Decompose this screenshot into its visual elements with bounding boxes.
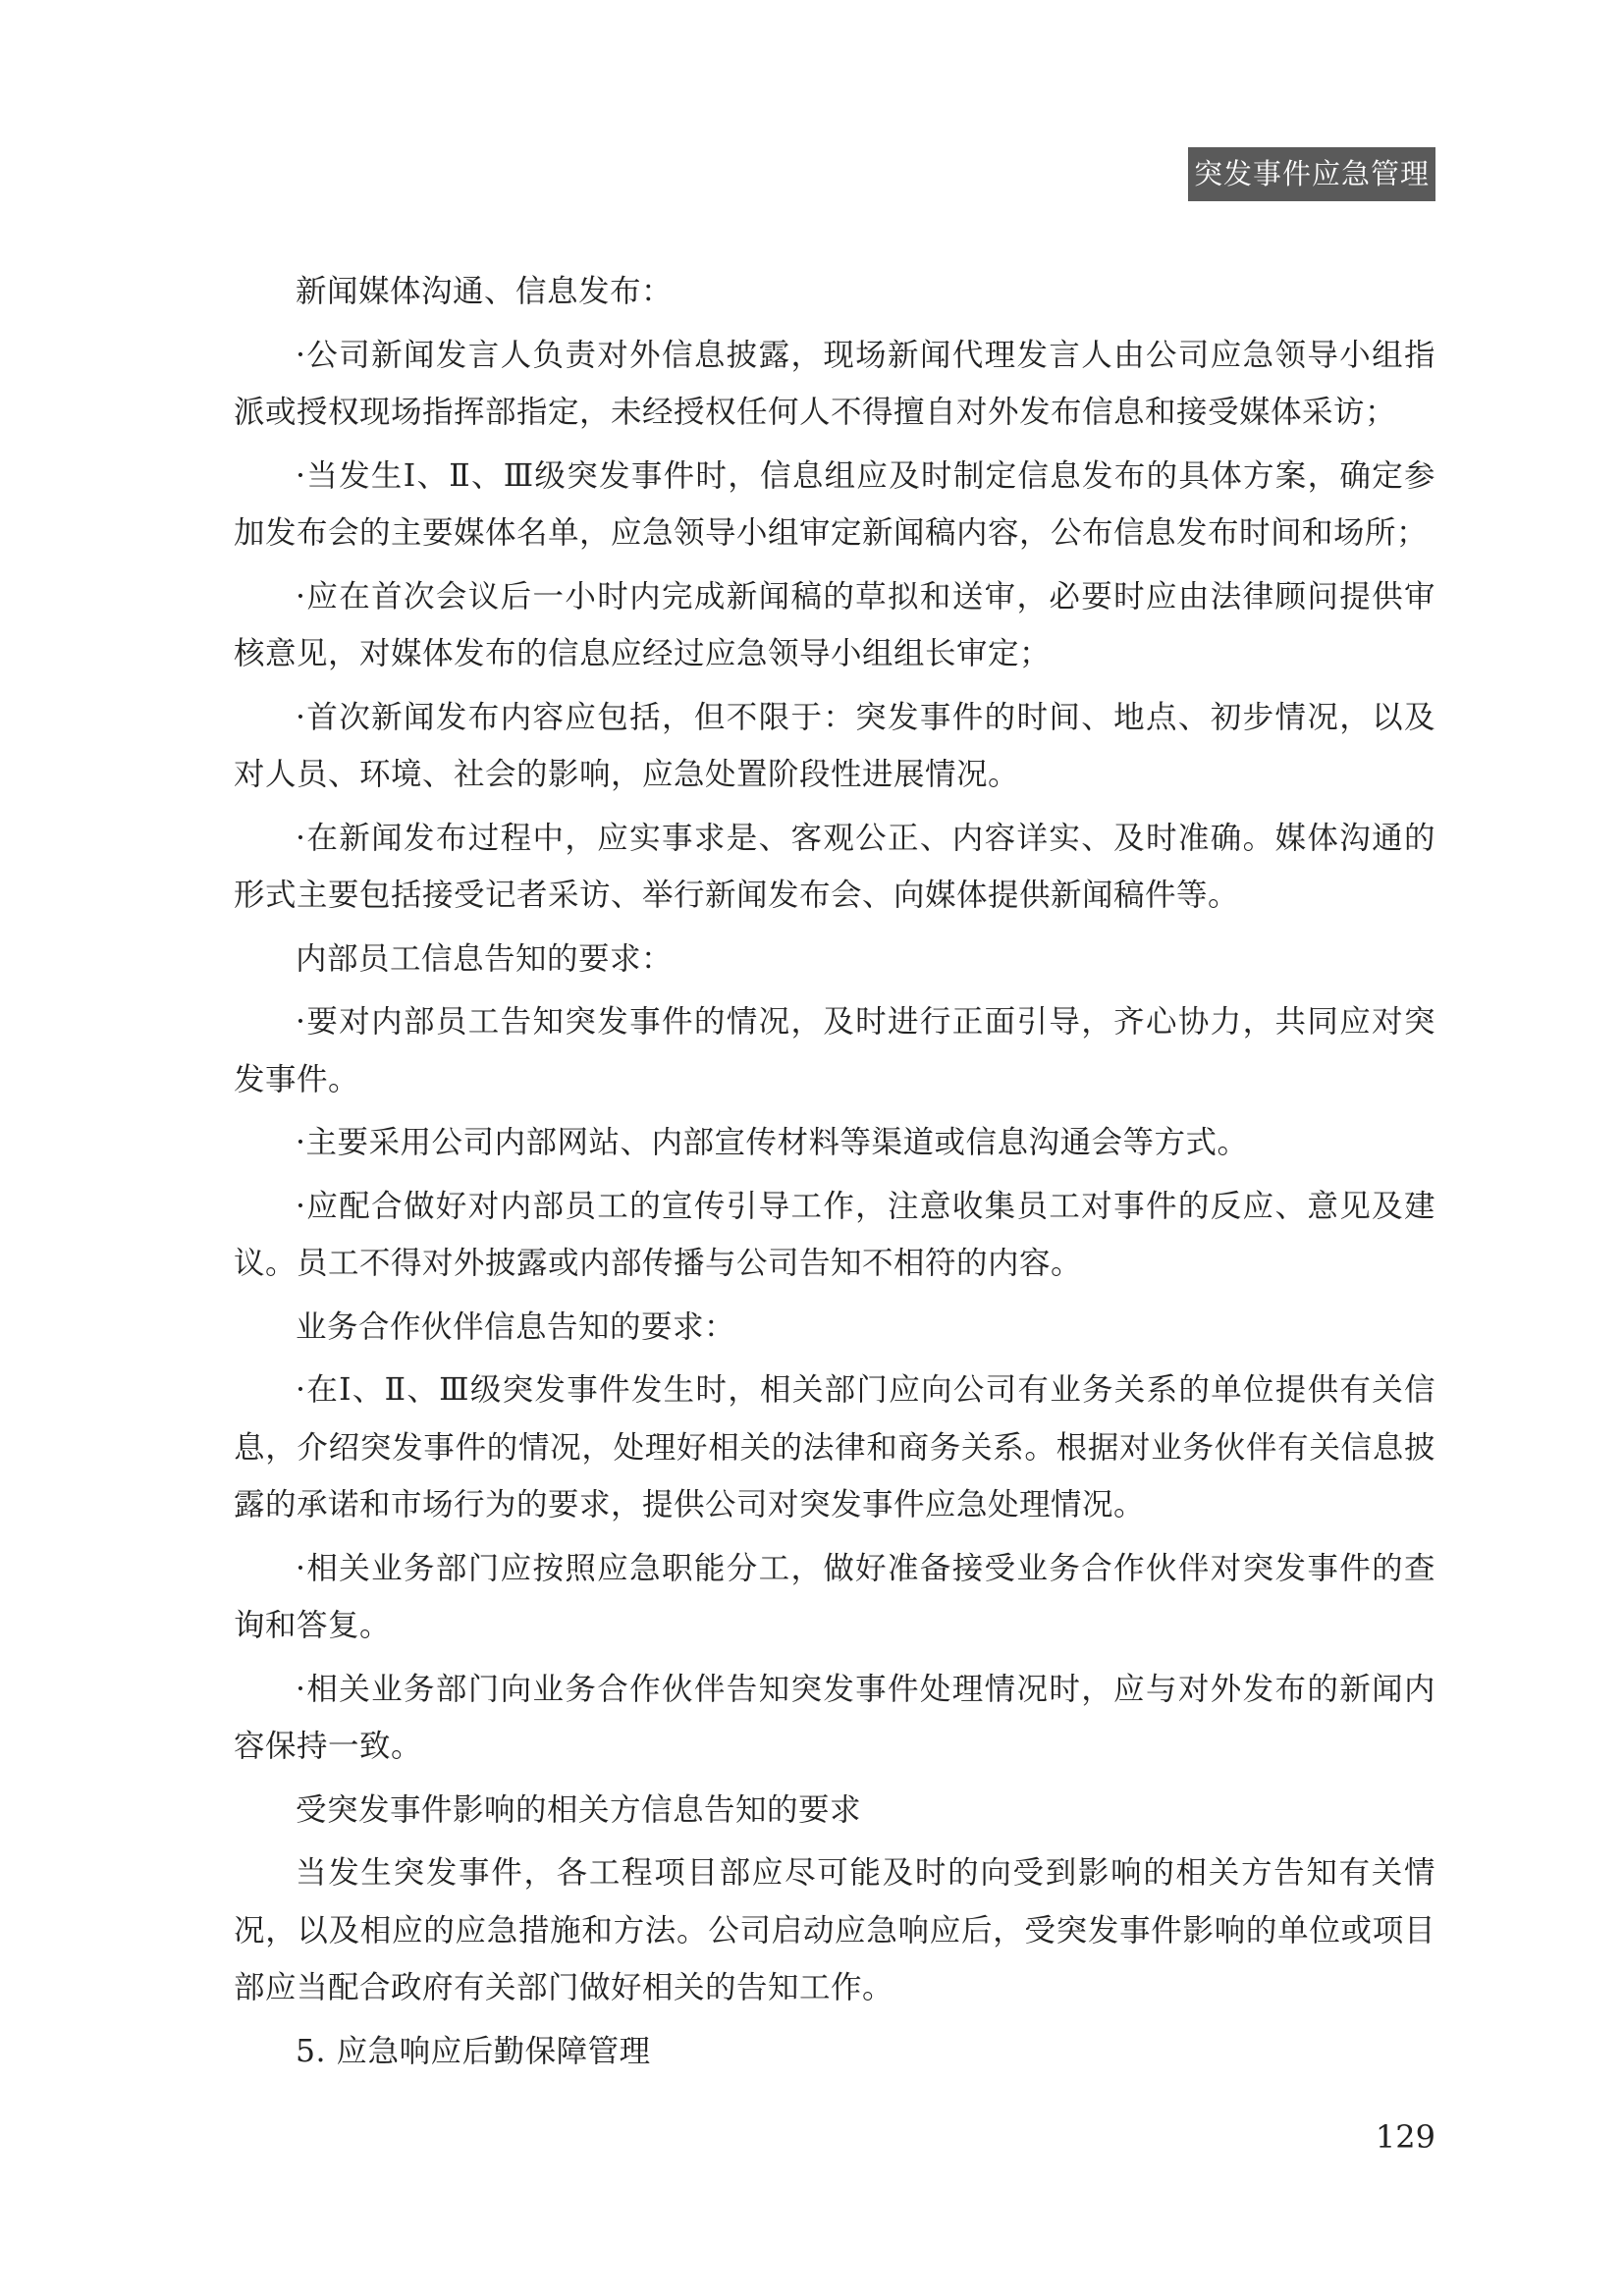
paragraph-stakeholder-notify: 当发生突发事件，各工程项目部应尽可能及时的向受到影响的相关方告知有关情况，以及相应的应急措施和方法。公司启动应急响应后，受突发事件影响的单位或项目部应当配合政府有关部门做好相关的告知工作。 [234, 1855, 1435, 2005]
paragraph-spokesperson: ·公司新闻发言人负责对外信息披露，现场新闻代理发言人由公司应急领导小组指派或授权现场指挥部指定，未经授权任何人不得擅自对外发布信息和接受媒体采访； [234, 337, 1435, 430]
paragraph-internal-guidance: ·应配合做好对内部员工的宣传引导工作，注意收集员工对事件的反应、意见及建议。员工不得对外披露或内部传播与公司告知不相符的内容。 [234, 1188, 1435, 1281]
paragraph-partner-inquiry: ·相关业务部门应按照应急职能分工，做好准备接受业务合作伙伴对突发事件的查询和答复。 [234, 1550, 1435, 1643]
paragraph-internal-channels: ·主要采用公司内部网站、内部宣传材料等渠道或信息沟通会等方式。 [296, 1125, 1249, 1160]
paragraph-release-process: ·在新闻发布过程中，应实事求是、客观公正、内容详实、及时准确。媒体沟通的形式主要包括接受记者采访、举行新闻发布会、向媒体提供新闻稿件等。 [234, 820, 1435, 913]
paragraph-logistics-heading: 5. 应急响应后勤保障管理 [296, 2033, 651, 2069]
paragraph-internal-heading: 内部员工信息告知的要求： [296, 940, 674, 977]
paragraph-partner-heading: 业务合作伙伴信息告知的要求： [296, 1308, 736, 1345]
paragraph-press-draft: ·应在首次会议后一小时内完成新闻稿的草拟和送审，必要时应由法律顾问提供审核意见，对媒体发布的信息应经过应急领导小组组长审定； [234, 578, 1435, 671]
page-number: 129 [1375, 2118, 1435, 2156]
section-header-tag: 突发事件应急管理 [1188, 147, 1435, 201]
paragraph-first-release: ·首次新闻发布内容应包括，但不限于：突发事件的时间、地点、初步情况，以及对人员、环境、社会的影响，应急处置阶段性进展情况。 [234, 699, 1435, 792]
page-body [234, 263, 1435, 2086]
paragraph-internal-notify: ·要对内部员工告知突发事件的情况，及时进行正面引导，齐心协力，共同应对突发事件。 [234, 1004, 1435, 1097]
paragraph-media-heading: 新闻媒体沟通、信息发布： [296, 274, 674, 309]
paragraph-partner-consistency: ·相关业务部门向业务合作伙伴告知突发事件处理情况时，应与对外发布的新闻内容保持一致。 [234, 1671, 1435, 1764]
paragraph-stakeholder-heading: 受突发事件影响的相关方信息告知的要求 [296, 1791, 862, 1828]
paragraph-release-plan: ·当发生Ⅰ、Ⅱ、Ⅲ级突发事件时，信息组应及时制定信息发布的具体方案，确定参加发布会的主要媒体名单，应急领导小组审定新闻稿内容，公布信息发布时间和场所； [234, 457, 1435, 551]
paragraph-partner-inform: ·在Ⅰ、Ⅱ、Ⅲ级突发事件发生时，相关部门应向公司有业务关系的单位提供有关信息，介绍突发事件的情况，处理好相关的法律和商务关系。根据对业务伙伴有关信息披露的承诺和市场行为的要求，提供公司对突发事件应急处理情况。 [234, 1372, 1435, 1522]
